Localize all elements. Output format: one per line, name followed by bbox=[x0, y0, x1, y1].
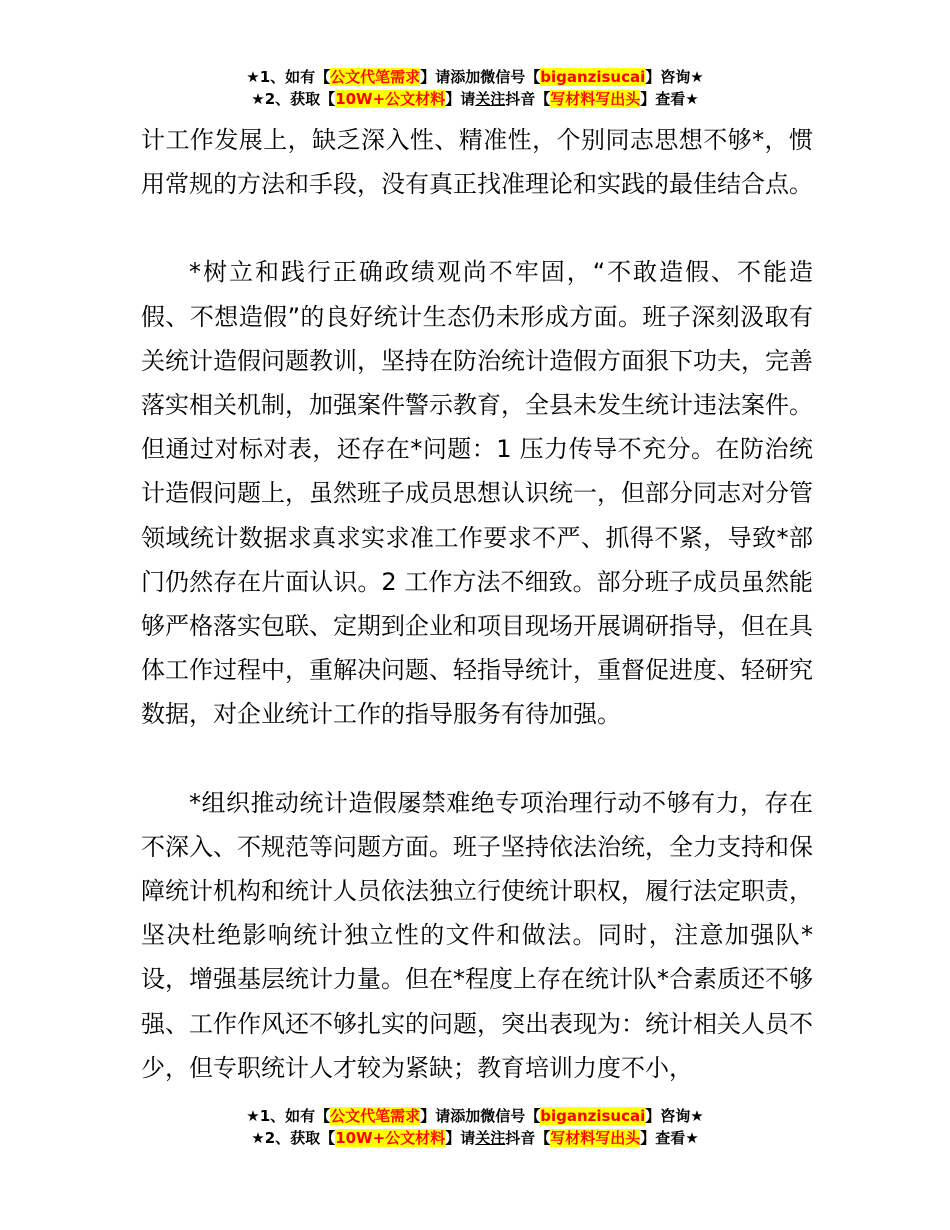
follow-text: 关注 bbox=[475, 90, 506, 108]
footer-line-2: ★2、获取【10W+公文材料】请关注抖音【写材料写出头】查看★ bbox=[251, 1129, 699, 1147]
highlight-ghostwriting: 公文代笔需求 bbox=[330, 1107, 421, 1125]
highlight-wechat-id: biganzisucai bbox=[540, 1107, 646, 1125]
highlight-douyin-account: 写材料写出头 bbox=[550, 90, 641, 108]
paragraph-1: 计工作发展上，缺乏深入性、精准性，个别同志思想不够*，惯用常规的方法和手段，没有真正找准理论和实践的最佳结合点。 bbox=[141, 126, 813, 199]
footer-line-1: ★1、如有【公文代笔需求】请添加微信号【biganzisucai】咨询★ bbox=[246, 1107, 704, 1125]
header-line-2: ★2、获取【10W+公文材料】请关注抖音【写材料写出头】查看★ bbox=[251, 90, 699, 108]
paragraph-2: *树立和践行正确政绩观尚不牢固，“不敢造假、不能造假、不想造假”的良好统计生态仍未形成方面。班子深刻汲取有关统计造假问题教训，坚持在防治统计造假方面狠下功夫，完善落实相关机制，加强案件警示教育，全县未发生统计违法案件。但通过对标对表，还存在*问题：1 压力传导不充分。在防治统计造假问题上，虽然班子成员思想认识统一，但部分同志对分管领域统计数据求真求实求准工作要求不严、抓得不紧，导致*部门仍然存在片面认识。2 工作方法不细致。部分班子成员虽然能够严格落实包联、定期到企业和项目现场开展调研指导，但在具体工作过程中，重解决问题、轻指导统计，重督促进度、轻研究数据，对企业统计工作的指导服务有待加强。 bbox=[141, 258, 813, 729]
header-banner bbox=[0, 66, 950, 110]
highlight-wechat-id: biganzisucai bbox=[540, 68, 646, 86]
highlight-ghostwriting: 公文代笔需求 bbox=[330, 68, 421, 86]
highlight-materials: 10W+公文材料 bbox=[335, 1129, 446, 1147]
footer-banner bbox=[0, 1105, 950, 1149]
highlight-materials: 10W+公文材料 bbox=[335, 90, 446, 108]
paragraph-3: *组织推动统计造假屡禁难绝专项治理行动不够有力，存在不深入、不规范等问题方面。班子坚持依法治统，全力支持和保障统计机构和统计人员依法独立行使统计职权，履行法定职责，坚决杜绝影响统计独立性的文件和做法。同时，注意加强队*设，增强基层统计力量。但在*程度上存在统计队*合素质还不够强、工作作风还不够扎实的问题，突出表现为：统计相关人员不少，但专职统计人才较为紧缺；教育培训力度不小， bbox=[141, 788, 813, 1082]
follow-text: 关注 bbox=[475, 1129, 506, 1147]
header-line-1: ★1、如有【公文代笔需求】请添加微信号【biganzisucai】咨询★ bbox=[246, 68, 704, 86]
highlight-douyin-account: 写材料写出头 bbox=[550, 1129, 641, 1147]
document-body bbox=[141, 118, 813, 1090]
